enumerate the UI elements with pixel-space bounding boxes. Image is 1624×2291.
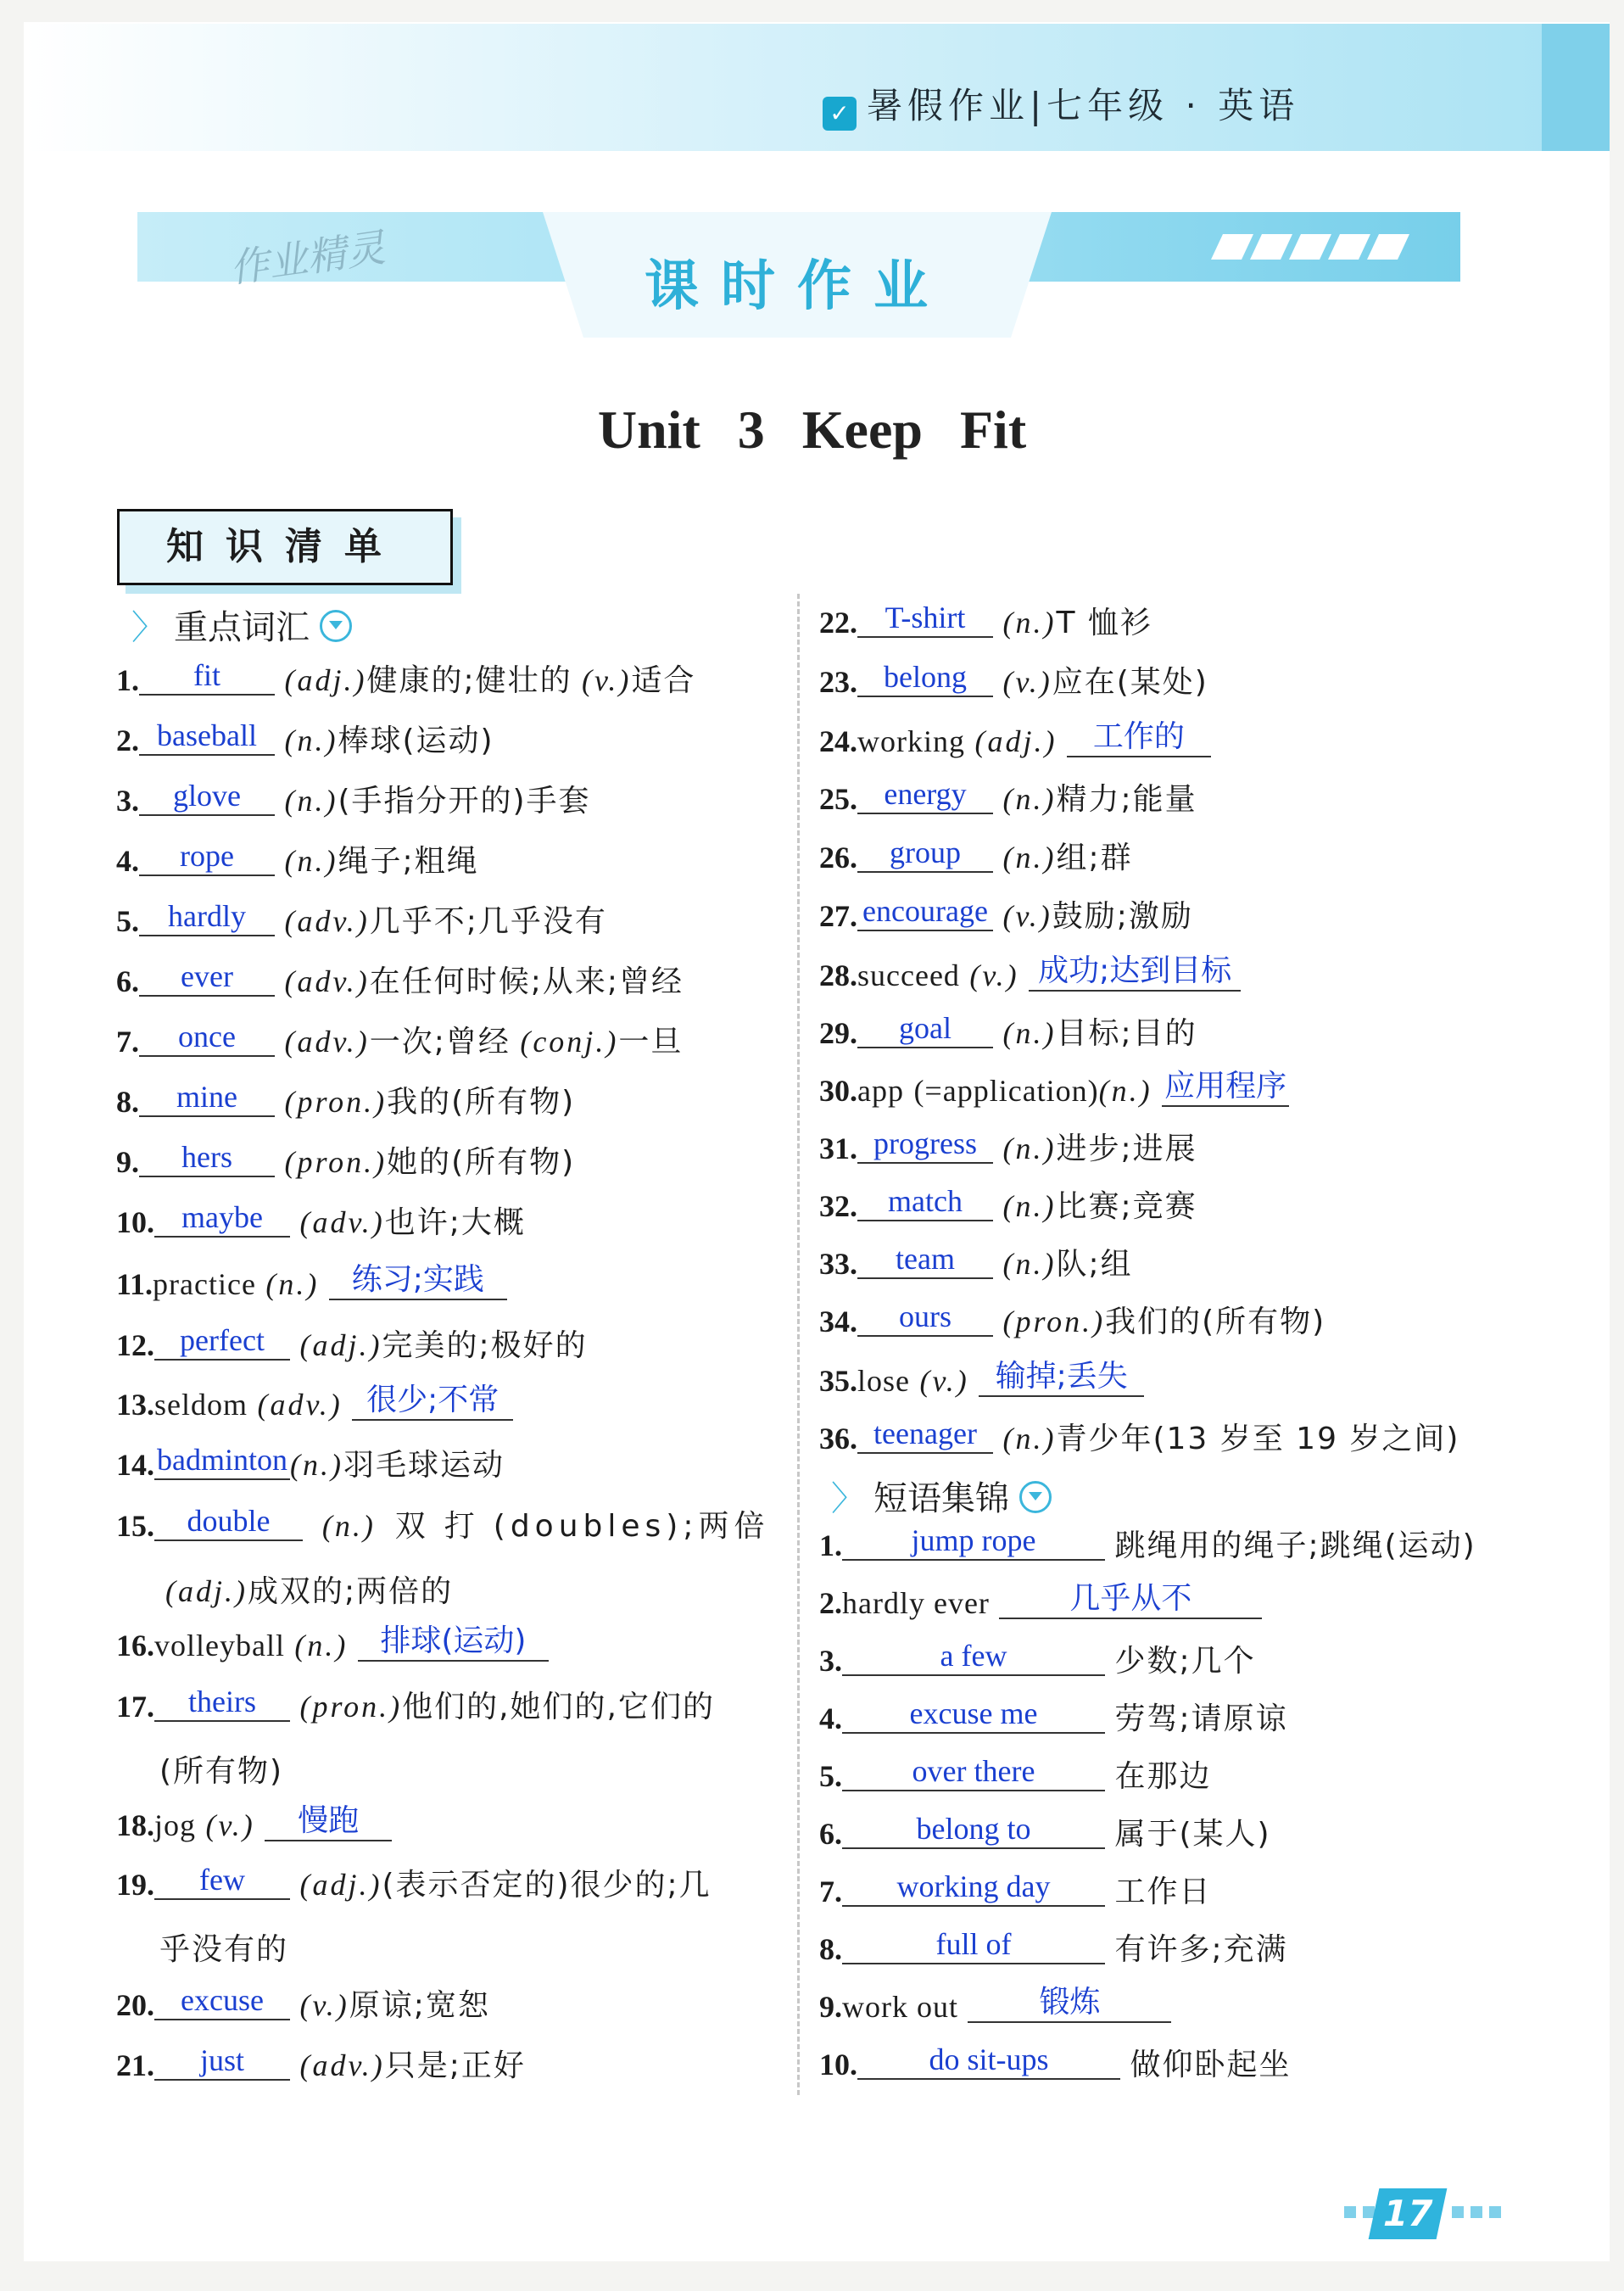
item-number: 7.	[116, 1025, 139, 1059]
meaning-text: 组;群	[1056, 841, 1133, 875]
item-number: 8.	[819, 1932, 842, 1966]
vocab-item-17-cont: (所有物)	[159, 1754, 284, 1789]
item-number: 1.	[116, 663, 139, 697]
vocab-heading	[131, 601, 352, 649]
answer-blank[interactable]: energy	[857, 775, 993, 814]
item-number: 6.	[116, 964, 139, 998]
phrase-text: hardly ever	[842, 1586, 990, 1620]
answer-blank[interactable]: jump rope	[842, 1522, 1105, 1561]
meaning-text: 鼓励;激励	[1052, 899, 1193, 934]
item-number: 8.	[116, 1085, 139, 1119]
item-number: 7.	[819, 1875, 842, 1908]
vocab-item-19: 19. few (adj.)(表示否定的)很少的;几	[116, 1863, 712, 1903]
phrase-item	[819, 1927, 1288, 1970]
dropdown-circle-icon	[320, 610, 352, 642]
answer-blank[interactable]: maybe	[154, 1199, 290, 1238]
part-of-speech: (n.)	[284, 724, 338, 757]
item-number: 26.	[819, 841, 857, 874]
chevron-right-icon: 〉	[831, 1479, 865, 1518]
item-number: 33.	[819, 1247, 857, 1281]
meaning-text: 棒球(运动)	[338, 724, 494, 758]
item-number: 3.	[116, 784, 139, 818]
unit-title: Unit 3 Keep Fit	[597, 400, 1027, 460]
section-title: 知识清单	[117, 509, 453, 585]
answer-blank[interactable]: perfect	[154, 1322, 290, 1361]
item-number: 6.	[819, 1817, 842, 1851]
item-number: 32.	[819, 1189, 857, 1223]
item-number: 10.	[116, 1205, 154, 1239]
meaning-text: 健康的;健壮的	[366, 663, 572, 698]
item-number: 9.	[819, 1990, 842, 2024]
meaning-text: 她的(所有物)	[387, 1145, 576, 1180]
answer-blank[interactable]: group	[857, 834, 993, 873]
item-number: 2.	[819, 1586, 842, 1620]
vocab-item-28: 28.succeed (v.) 成功;达到目标	[819, 957, 1241, 997]
item-number: 1.	[819, 1528, 842, 1562]
part-of-speech: (n.)	[1002, 1132, 1057, 1165]
meaning-text: 有许多;充满	[1114, 1932, 1288, 1967]
part-of-speech: (n.)	[284, 844, 338, 878]
chevron-right-icon: 〉	[131, 608, 165, 647]
answer-blank[interactable]: full of	[842, 1925, 1105, 1964]
vocab-item	[116, 1200, 526, 1243]
answer-blank[interactable]: hers	[139, 1138, 275, 1177]
answer-blank[interactable]: badminton	[154, 1441, 290, 1480]
answer-blank[interactable]: rope	[139, 837, 275, 876]
part-of-speech: (v.)	[1002, 665, 1052, 699]
meaning-text: 绳子;粗绳	[338, 844, 479, 879]
answer-blank[interactable]	[999, 1579, 1262, 1619]
part-of-speech: (n.)	[1002, 1247, 1057, 1281]
answer-blank[interactable]: belong to	[842, 1810, 1105, 1849]
part-of-speech: (adv.)	[299, 1205, 385, 1239]
item-number: 4.	[116, 844, 139, 878]
answer-blank[interactable]: ever	[139, 958, 275, 997]
meaning-text: 少数;几个	[1114, 1644, 1256, 1679]
item-number: 10.	[819, 2048, 857, 2081]
answer-blank[interactable]: 成功;达到目标	[1029, 952, 1241, 992]
answer-text: 锻炼	[1039, 1985, 1101, 2020]
meaning-text: 做仰卧起坐	[1130, 2048, 1292, 2082]
meaning-text: 应在(某处)	[1052, 665, 1208, 700]
part-of-speech: (n.)	[1002, 606, 1057, 640]
header-band	[24, 24, 1610, 151]
meaning-text: 劳驾;请原谅	[1114, 1701, 1288, 1736]
part-of-speech: (adv.)	[284, 904, 370, 938]
item-number: 23.	[819, 665, 857, 699]
vocab-item-19-cont: 乎没有的	[159, 1932, 289, 1967]
item-number: 34.	[819, 1305, 857, 1338]
vocab-item	[819, 1242, 1133, 1284]
vocab-item	[116, 1080, 576, 1122]
vocab-item	[116, 1140, 576, 1182]
meaning-text: 队;组	[1056, 1247, 1133, 1282]
phrase-item	[819, 1985, 1171, 2028]
answer-blank[interactable]: 很少;不常	[352, 1381, 513, 1421]
vocab-item	[819, 894, 1193, 936]
meaning-text: 工作日	[1114, 1875, 1212, 1909]
vocab-item-15-cont: (adj.)成双的;两倍的	[165, 1574, 454, 1609]
vocab-item-16: 16.volleyball (n.) 排球(运动)	[116, 1627, 549, 1667]
vocab-item	[819, 777, 1197, 819]
answer-blank[interactable]: fit	[139, 657, 275, 696]
answer-blank[interactable]: over there	[842, 1752, 1105, 1791]
item-number: 31.	[819, 1132, 857, 1165]
vocab-item-11: 11.practice (n.) 练习;实践	[116, 1266, 507, 1305]
item-number: 27.	[819, 899, 857, 933]
item-number: 4.	[819, 1701, 842, 1735]
item-number: 25.	[819, 782, 857, 816]
answer-blank[interactable]: a few	[842, 1637, 1105, 1676]
answer-blank[interactable]: teenager	[857, 1415, 993, 1454]
part-of-speech: (v.)	[582, 663, 632, 697]
meaning-text: 比赛;竞赛	[1056, 1189, 1197, 1224]
series-title	[823, 78, 1299, 131]
meaning-text: 几乎不;几乎没有	[369, 904, 607, 939]
vocab-item-35: 35.lose (v.) 输掉;丢失	[819, 1362, 1144, 1402]
answer-blank[interactable]	[968, 1983, 1171, 2023]
vocab-item-13: 13.seldom (adv.) 很少;不常	[116, 1386, 513, 1426]
banner-stripes	[1217, 234, 1412, 263]
vocab-item	[116, 1020, 684, 1062]
vocab-item-30: 30.app (=application)(n.) 应用程序	[819, 1072, 1289, 1112]
vocab-item-12: 12. perfect (adj.)完美的;极好的	[116, 1323, 588, 1363]
vocab-item-24: 24.working (adj.) 工作的	[819, 723, 1211, 763]
answer-blank[interactable]: T-shirt	[857, 599, 993, 638]
answer-blank[interactable]: 排球(运动)	[358, 1622, 549, 1662]
phrase-item	[819, 1581, 1262, 1624]
watermark-stamp: 作业精灵	[226, 224, 388, 292]
item-number: 9.	[116, 1145, 139, 1179]
answer-blank[interactable]: 应用程序	[1162, 1067, 1289, 1107]
part-of-speech: (pron.)	[1002, 1305, 1106, 1338]
vocab-item-15: 15. double (n.) 双打(doubles);两倍	[116, 1504, 770, 1544]
answer-blank[interactable]: excuse	[154, 1981, 290, 2020]
vocab-item-21: 21. just (adv.)只是;正好	[116, 2043, 526, 2083]
item-number: 5.	[116, 904, 139, 938]
answer-blank[interactable]: hardly	[139, 897, 275, 936]
item-number: 22.	[819, 606, 857, 640]
vocab-item	[116, 899, 607, 942]
phrase-text: work out	[842, 1990, 958, 2024]
phrase-item	[819, 1523, 1476, 1566]
answer-blank[interactable]: baseball	[139, 717, 275, 756]
answer-blank[interactable]: team	[857, 1240, 993, 1279]
vocab-item-14: 14.badminton(n.)羽毛球运动	[116, 1443, 505, 1483]
answer-blank[interactable]: 练习;实践	[329, 1260, 507, 1300]
answer-blank[interactable]: encourage	[857, 892, 993, 931]
meaning-text: 在那边	[1114, 1759, 1212, 1794]
meaning-text: (手指分开的)手套	[338, 784, 591, 819]
vocab-item	[819, 1299, 1326, 1342]
answer-blank[interactable]: just	[154, 2042, 290, 2081]
answer-blank[interactable]: mine	[139, 1078, 275, 1117]
meaning-text: 我们的(所有物)	[1105, 1305, 1326, 1339]
answer-blank[interactable]: glove	[139, 777, 275, 816]
banner-title: 课时作业	[645, 255, 950, 318]
vocab-item	[819, 660, 1208, 702]
page-number: 17	[1369, 2188, 1448, 2239]
vocab-item-18: 18.jog (v.) 慢跑	[116, 1807, 392, 1847]
answer-blank[interactable]: do sit-ups	[857, 2041, 1120, 2080]
item-number: 3.	[819, 1644, 842, 1678]
meaning-text: 进步;进展	[1056, 1132, 1197, 1166]
phrase-heading-text: 短语集锦	[873, 1479, 1009, 1518]
answer-blank[interactable]: ours	[857, 1298, 993, 1337]
item-number: 2.	[116, 724, 139, 757]
phrase-item	[819, 1869, 1212, 1912]
part-of-speech: (adv.)	[284, 1025, 370, 1059]
meaning-text: 适合	[631, 663, 696, 698]
answer-text: 几乎从不	[1069, 1581, 1192, 1616]
meaning-text: 跳绳用的绳子;跳绳(运动)	[1114, 1528, 1476, 1563]
meaning-text: 我的(所有物)	[387, 1085, 576, 1120]
answer-blank[interactable]: working day	[842, 1868, 1105, 1907]
vocab-item	[819, 601, 1152, 643]
answer-blank[interactable]: 慢跑	[265, 1802, 392, 1841]
phrase-item	[819, 1639, 1256, 1681]
answer-blank[interactable]: progress	[857, 1125, 993, 1164]
series-text: 暑假作业|七年级 · 英语	[867, 85, 1300, 126]
phrase-item	[819, 1754, 1212, 1796]
answer-blank[interactable]: once	[139, 1018, 275, 1057]
answer-blank[interactable]: goal	[857, 1009, 993, 1048]
vocab-item	[116, 718, 494, 761]
meaning-text: 在任何时候;从来;曾经	[369, 964, 684, 999]
part-of-speech: (n.)	[1002, 1189, 1057, 1223]
answer-blank[interactable]: excuse me	[842, 1695, 1105, 1734]
part-of-speech: (pron.)	[284, 1085, 388, 1119]
vocab-item	[116, 959, 684, 1002]
phrase-item	[819, 2042, 1292, 2085]
answer-blank[interactable]: belong	[857, 658, 993, 697]
check-logo-icon: ✓	[823, 97, 857, 131]
part-of-speech: (pron.)	[284, 1145, 388, 1179]
vocab-item	[819, 1126, 1197, 1169]
vocab-item	[116, 839, 479, 881]
vocab-item-29: 29. goal (n.)目标;目的	[819, 1011, 1197, 1051]
answer-blank[interactable]: double	[154, 1502, 303, 1541]
meaning-text: 一旦	[618, 1025, 684, 1059]
meaning-text: 属于(某人)	[1114, 1817, 1271, 1852]
page-dots-right	[1452, 2205, 1508, 2221]
header-block	[1542, 24, 1610, 151]
phrase-heading	[831, 1472, 1052, 1520]
answer-blank[interactable]: theirs	[154, 1683, 290, 1722]
vocab-heading-text: 重点词汇	[174, 608, 310, 647]
phrase-item	[819, 1812, 1271, 1854]
vocab-item-20: 20. excuse (v.)原谅;宽恕	[116, 1983, 490, 2023]
meaning-text: 也许;大概	[384, 1205, 526, 1240]
dropdown-circle-icon	[1019, 1481, 1052, 1513]
answer-blank[interactable]: match	[857, 1182, 993, 1221]
vocab-item-36: 36. teenager (n.)青少年(13 岁至 19 岁之间)	[819, 1417, 1460, 1456]
item-number: 5.	[819, 1759, 842, 1793]
meaning-text: 精力;能量	[1056, 782, 1197, 817]
part-of-speech: (n.)	[1002, 782, 1057, 816]
meaning-text: T 恤衫	[1056, 606, 1152, 640]
part-of-speech: (n.)	[1002, 841, 1057, 874]
answer-blank[interactable]: 工作的	[1067, 718, 1211, 757]
vocab-item	[819, 835, 1133, 878]
column-divider	[797, 594, 800, 2095]
vocab-item	[819, 1184, 1197, 1227]
part-of-speech: (adj.)	[284, 663, 367, 697]
part-of-speech: (v.)	[1002, 899, 1052, 933]
part-of-speech: (conj.)	[520, 1025, 619, 1059]
part-of-speech: (n.)	[284, 784, 338, 818]
meaning-text: 一次;曾经	[369, 1025, 511, 1059]
vocab-item	[116, 658, 696, 701]
answer-blank[interactable]: few	[154, 1861, 290, 1900]
part-of-speech: (adv.)	[284, 964, 370, 998]
vocab-item-17: 17. theirs (pron.)他们的,她们的,它们的	[116, 1685, 715, 1724]
vocab-item	[116, 779, 591, 821]
answer-blank[interactable]: 输掉;丢失	[979, 1357, 1144, 1397]
phrase-item	[819, 1696, 1288, 1739]
